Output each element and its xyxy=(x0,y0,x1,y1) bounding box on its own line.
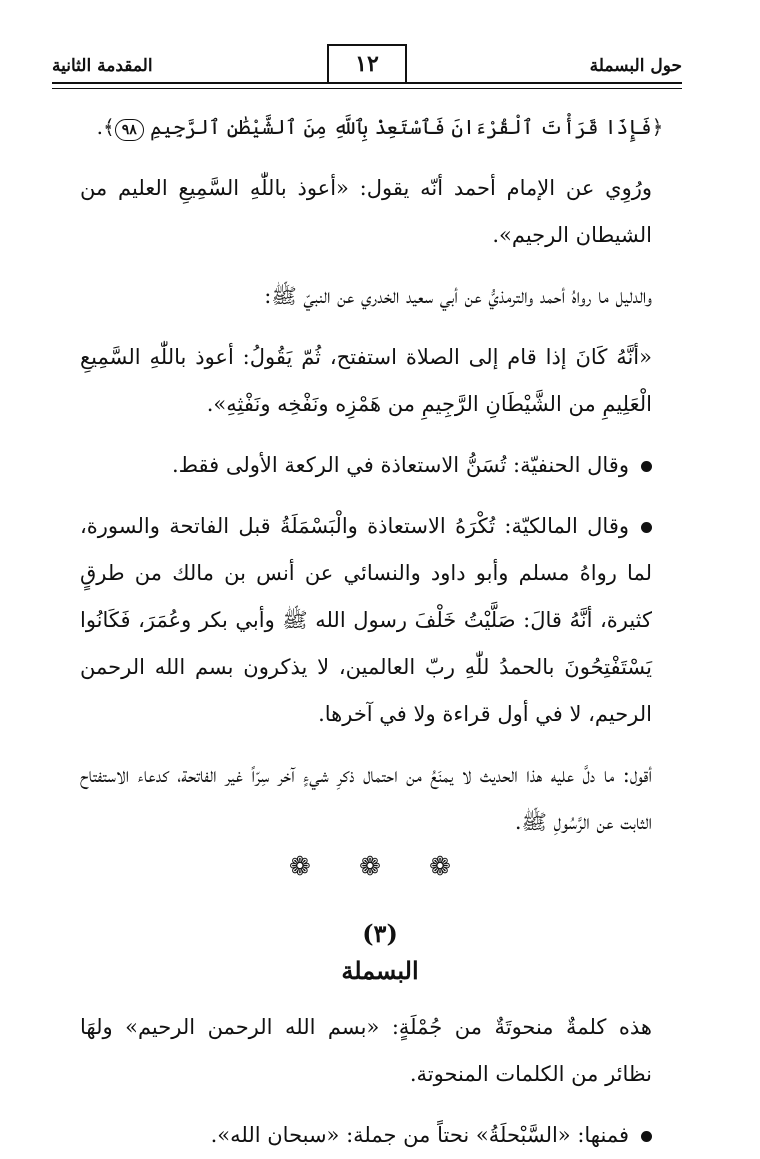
bullet-icon xyxy=(641,1131,652,1142)
bullet-maliki-text: وقال المالكيّة: تُكْرَهُ الاستعاذة والْبَسْمَلَةُ قبل الفاتحة والسورة، لما رواهُ مسلم وأبو داود والنسائي عن أنس بن مالك من طرقٍ كثيرة، أنَّهُ قالَ: صَلَّيْتُ خَلْفَ رسول الله ﷺ وأبي بكر وعُمَرَ، فَكَانُوا يَسْتَفْتِحُونَ بالحمدُ للّٰهِ ربّ العالمين، لا يذكرون بسم الله الرحمن الرحيم، لا في أول قراءة ولا في آخرها. xyxy=(80,514,652,726)
paragraph-author-comment: أقول: ما دلَّ عليه هذا الحديث لا يمنَعُ من احتمال ذكرِ شيءٍ آخر سِرّاً غير الفاتحة، كدعاء الاستفتاح الثابت عن الرَّسُولِ ﷺ. xyxy=(80,763,652,834)
page-number-box xyxy=(327,44,407,84)
header-rule xyxy=(52,82,682,84)
bullet-icon xyxy=(641,461,652,472)
page-number: ١٢ xyxy=(355,51,379,77)
paragraph-evidence: والدليل ما رواهُ أحمد والترمذيُّ عن أبي سعيد الخدري عن النبيّ ﷺ: xyxy=(264,284,652,308)
quran-verse xyxy=(80,105,680,149)
quran-verse-end: ﴾. xyxy=(96,115,115,139)
header-rule-thin xyxy=(52,88,682,89)
bullet-hanafi xyxy=(80,442,680,489)
bullet-icon xyxy=(641,522,652,533)
paragraph-ahmad-saying: ورُوِي عن الإمام أحمد أنّه يقول: «أعوذ باللّٰهِ السَّمِيعِ العليم من الشيطان الرجيم». xyxy=(80,176,652,247)
bullet-hanafi-text: وقال الحنفيّة: تُسَنُّ الاستعاذة في الركعة الأولى فقط. xyxy=(171,453,629,477)
ayah-number-marker: ٩٨ xyxy=(115,119,144,141)
section-title: البسملة xyxy=(341,956,419,985)
quran-verse-text: ﴿فَإِذَا قَرَأْتَ ٱلْقُرْءَانَ فَٱسْتَعِذْ بِٱللَّهِ مِنَ ٱلشَّيْطَٰنِ ٱلرَّجِيمِ xyxy=(150,115,664,139)
header-chapter-title: حول البسملة xyxy=(589,56,682,76)
section-number: (٣) xyxy=(362,919,398,948)
bullet-sabhala-text: فمنها: «السَّبْحلَةُ» نحتاً من جملة: «سبحان الله». xyxy=(210,1123,629,1147)
section-divider-stars: ❁ ❁ ❁ xyxy=(289,852,471,882)
header-section-title: المقدمة الثانية xyxy=(52,56,153,76)
page-header xyxy=(52,44,682,84)
paragraph-hadith: «أنَّهُ كَانَ إذا قام إلى الصلاة استفتح، ثُمّ يَقُولُ: أعوذ باللّٰهِ السَّمِيعِ الْعَلِيمِ من الشَّيْطَانِ الرَّجِيمِ من هَمْزِه ونَفْخِه ونَفْثِهِ». xyxy=(80,345,652,416)
paragraph-basmala-definition: هذه كلمةٌ منحوتَةٌ من جُمْلَةٍ: «بسم الله الرحمن الرحيم» ولهَا نظائر من الكلمات المنحوتة. xyxy=(80,1015,652,1086)
bullet-maliki xyxy=(80,503,680,738)
page-body xyxy=(80,105,680,1159)
bullet-sabhala xyxy=(80,1112,680,1159)
